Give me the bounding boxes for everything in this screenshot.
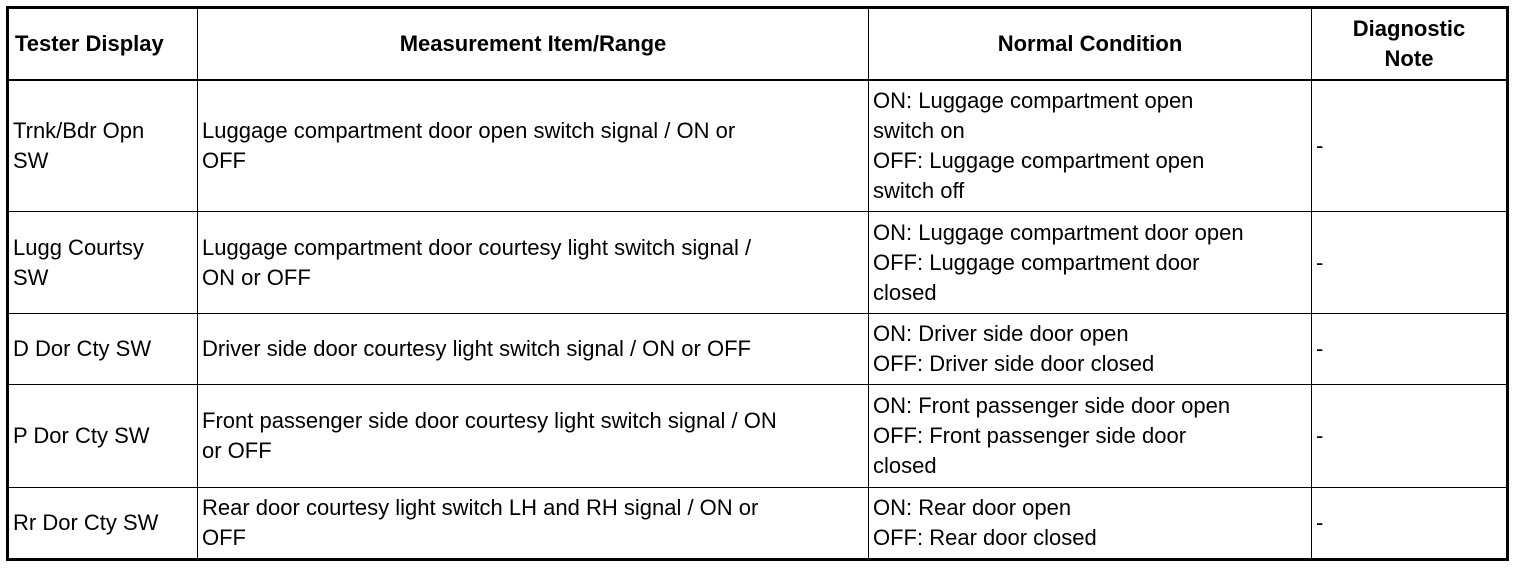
cell-tester-display — [8, 385, 198, 488]
cell-measurement — [198, 385, 869, 488]
cell-line: Luggage compartment door courtesy light switch signal / — [202, 234, 752, 260]
cell-diagnostic-note: - — [1312, 488, 1508, 560]
cell-tester-display — [8, 488, 198, 560]
cell-line: OFF: Rear door closed — [873, 525, 1097, 550]
cell-normal-condition — [869, 314, 1312, 385]
cell-line: ON: Luggage compartment door open — [873, 219, 1244, 245]
cell-diagnostic-note: - — [1312, 314, 1508, 385]
cell-line: SW — [13, 264, 49, 290]
cell-line: Trnk/Bdr Opn — [13, 118, 145, 143]
cell-line: ON or OFF — [202, 264, 311, 290]
cell-diagnostic-note: - — [1312, 80, 1508, 212]
cell-line: closed — [873, 453, 937, 478]
cell-line: OFF — [202, 148, 246, 173]
cell-line: switch on — [873, 118, 965, 143]
cell-line: ON: Driver side door open — [873, 321, 1129, 346]
table-row — [8, 385, 1508, 488]
cell-normal-condition — [869, 488, 1312, 560]
cell-line: OFF — [202, 525, 246, 550]
cell-line: Rr Dor Cty SW — [13, 510, 159, 535]
cell-normal-condition — [869, 212, 1312, 314]
cell-tester-display — [8, 212, 198, 314]
data-table-container — [6, 6, 1506, 561]
cell-line: D Dor Cty SW — [13, 336, 152, 361]
cell-line: OFF: Front passenger side door — [873, 423, 1187, 448]
cell-measurement — [198, 488, 869, 560]
cell-measurement — [198, 314, 869, 385]
cell-line: Lugg Courtsy — [13, 234, 144, 260]
header-diagnostic-note-line: Diagnostic — [1352, 16, 1466, 41]
cell-line: SW — [13, 148, 49, 173]
table-row — [8, 314, 1508, 385]
header-normal-condition: Normal Condition — [869, 8, 1312, 81]
cell-line: P Dor Cty SW — [13, 423, 150, 448]
cell-tester-display — [8, 80, 198, 212]
header-diagnostic-note-line: Note — [1384, 46, 1434, 71]
cell-line: Front passenger side door courtesy light switch signal / ON — [202, 408, 777, 433]
cell-line: switch off — [873, 178, 965, 203]
table-row — [8, 212, 1508, 314]
table-row — [8, 488, 1508, 560]
cell-line: OFF: Luggage compartment open — [873, 148, 1205, 173]
cell-normal-condition — [869, 385, 1312, 488]
tester-display-table — [6, 6, 1509, 561]
cell-line: or OFF — [202, 438, 272, 463]
cell-line: Luggage compartment door open switch signal / ON or — [202, 118, 736, 143]
table-header-row — [8, 8, 1508, 81]
cell-diagnostic-note: - — [1312, 212, 1508, 314]
cell-measurement — [198, 80, 869, 212]
cell-tester-display — [8, 314, 198, 385]
cell-line: Rear door courtesy light switch LH and RH signal / ON or — [202, 495, 759, 520]
cell-measurement — [198, 212, 869, 314]
cell-line: ON: Rear door open — [873, 495, 1072, 520]
table-row — [8, 80, 1508, 212]
cell-line: Driver side door courtesy light switch signal / ON or OFF — [202, 336, 751, 361]
header-diagnostic-note — [1312, 8, 1508, 81]
cell-line: closed — [873, 279, 937, 305]
header-measurement-item: Measurement Item/Range — [198, 8, 869, 81]
cell-line: OFF: Luggage compartment door — [873, 249, 1200, 275]
cell-diagnostic-note: - — [1312, 385, 1508, 488]
cell-line: ON: Luggage compartment open — [873, 88, 1194, 113]
cell-line: ON: Front passenger side door open — [873, 393, 1231, 418]
cell-normal-condition — [869, 80, 1312, 212]
cell-line: OFF: Driver side door closed — [873, 351, 1155, 376]
header-tester-display: Tester Display — [8, 8, 198, 81]
